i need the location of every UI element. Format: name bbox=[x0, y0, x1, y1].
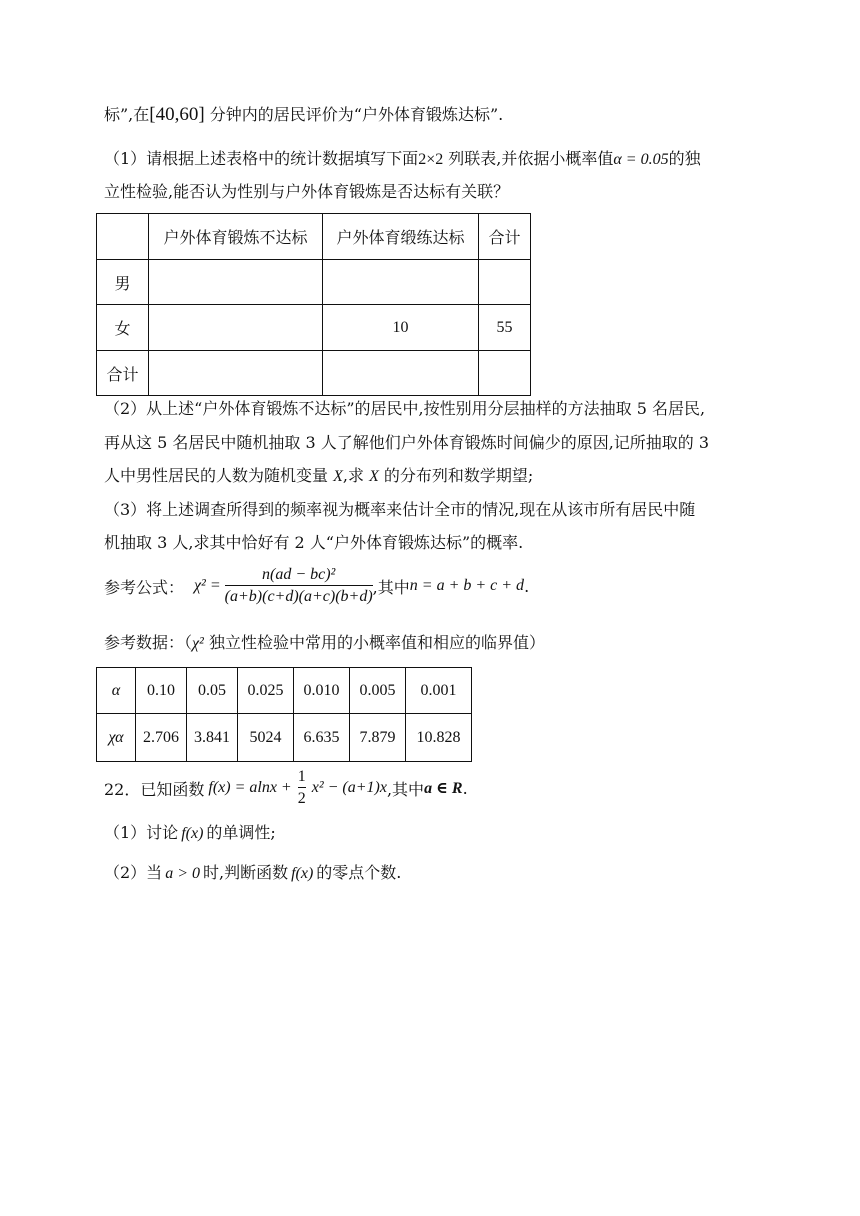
chi-square-symbol: χ² = bbox=[194, 577, 221, 594]
table2-cell: 3.841 bbox=[187, 714, 238, 762]
table2-cell: 5024 bbox=[238, 714, 294, 762]
table1-cell: 55 bbox=[479, 305, 531, 351]
q22-part1: （1）讨论 f(x) 的单调性; bbox=[104, 823, 276, 842]
table1-cell bbox=[149, 351, 323, 396]
table2-cell: 0.10 bbox=[136, 668, 187, 714]
q2-line3: 人中男性居民的人数为随机变量 X,求 X 的分布列和数学期望; bbox=[104, 466, 534, 485]
table2-cell: 10.828 bbox=[406, 714, 472, 762]
table1-cell bbox=[479, 260, 531, 305]
table2-cell: 0.005 bbox=[350, 668, 406, 714]
table1-cell: 10 bbox=[323, 305, 479, 351]
half-fraction: $\frac{1}{2}$ bbox=[297, 768, 306, 807]
q3-line2: 机抽取 3 人,求其中恰好有 2 人“户外体育锻炼达标”的概率. bbox=[104, 533, 524, 552]
table1-cell bbox=[479, 351, 531, 396]
contingency-table bbox=[96, 213, 531, 396]
table1-cell bbox=[149, 260, 323, 305]
table1-cell bbox=[323, 260, 479, 305]
table1-header-empty bbox=[97, 214, 149, 260]
table2-cell: 6.635 bbox=[294, 714, 350, 762]
table1-row-total: 合计 bbox=[97, 351, 149, 396]
table1-header-total: 合计 bbox=[479, 214, 531, 260]
table2-cell: 0.010 bbox=[294, 668, 350, 714]
q1-line1: （1）请根据上述表格中的统计数据填写下面2×2 列联表,并依据小概率值α = 0.05的独 bbox=[104, 149, 701, 168]
table2-alpha-label: α bbox=[97, 668, 136, 714]
q22-line: 22．已知函数 f(x) = alnx + $\frac{1}{2}$ x² − (a+1)x ,其中 a ∈ R . bbox=[104, 768, 468, 807]
table2-cell: 2.706 bbox=[136, 714, 187, 762]
formula-line: 参考公式： χ² = $\frac{\text{n(ad − bc)²}}{(a+b)(c+d)(a+c)(b+d)}$ ,其中 n = a + b + c + d . bbox=[104, 566, 530, 605]
table2-cell: 7.879 bbox=[350, 714, 406, 762]
q3-line1: （3）将上述调查所得到的频率视为概率来估计全市的情况,现在从该市所有居民中随 bbox=[104, 500, 696, 519]
interval: [40,60] bbox=[149, 104, 205, 125]
table2-cell: 0.001 bbox=[406, 668, 472, 714]
table1-header-not-met: 户外体育锻炼不达标 bbox=[149, 214, 323, 260]
refdata-line: 参考数据：（χ² 独立性检验中常用的小概率值和相应的临界值） bbox=[104, 633, 545, 652]
q1-line2: 立性检验,能否认为性别与户外体育锻炼是否达标有关联？ bbox=[104, 182, 510, 201]
q22-part2: （2）当 a > 0 时,判断函数 f(x) 的零点个数. bbox=[104, 863, 402, 882]
q2-line1: （2）从上述“户外体育锻炼不达标”的居民中,按性别用分层抽样的方法抽取 5 名居民, bbox=[104, 399, 706, 418]
intro-line: 标”,在[40,60] 分钟内的居民评价为“户外体育锻炼达标”. bbox=[104, 104, 504, 125]
critical-value-table bbox=[96, 667, 472, 762]
table1-row-male: 男 bbox=[97, 260, 149, 305]
table1-cell bbox=[149, 305, 323, 351]
table2-cell: 0.05 bbox=[187, 668, 238, 714]
chi-square-fraction: $\frac{\text{n(ad − bc)²}}{(a+b)(c+d)(a+c)(b+d)}$ bbox=[224, 566, 373, 605]
table1-row-female: 女 bbox=[97, 305, 149, 351]
table2-chi-label: χα bbox=[97, 714, 136, 762]
table2-cell: 0.025 bbox=[238, 668, 294, 714]
table1-header-met: 户外体育缎练达标 bbox=[323, 214, 479, 260]
table1-cell bbox=[323, 351, 479, 396]
q2-line2: 再从这 5 名居民中随机抽取 3 人了解他们户外体育锻炼时间偏少的原因,记所抽取的 3 bbox=[104, 433, 710, 452]
